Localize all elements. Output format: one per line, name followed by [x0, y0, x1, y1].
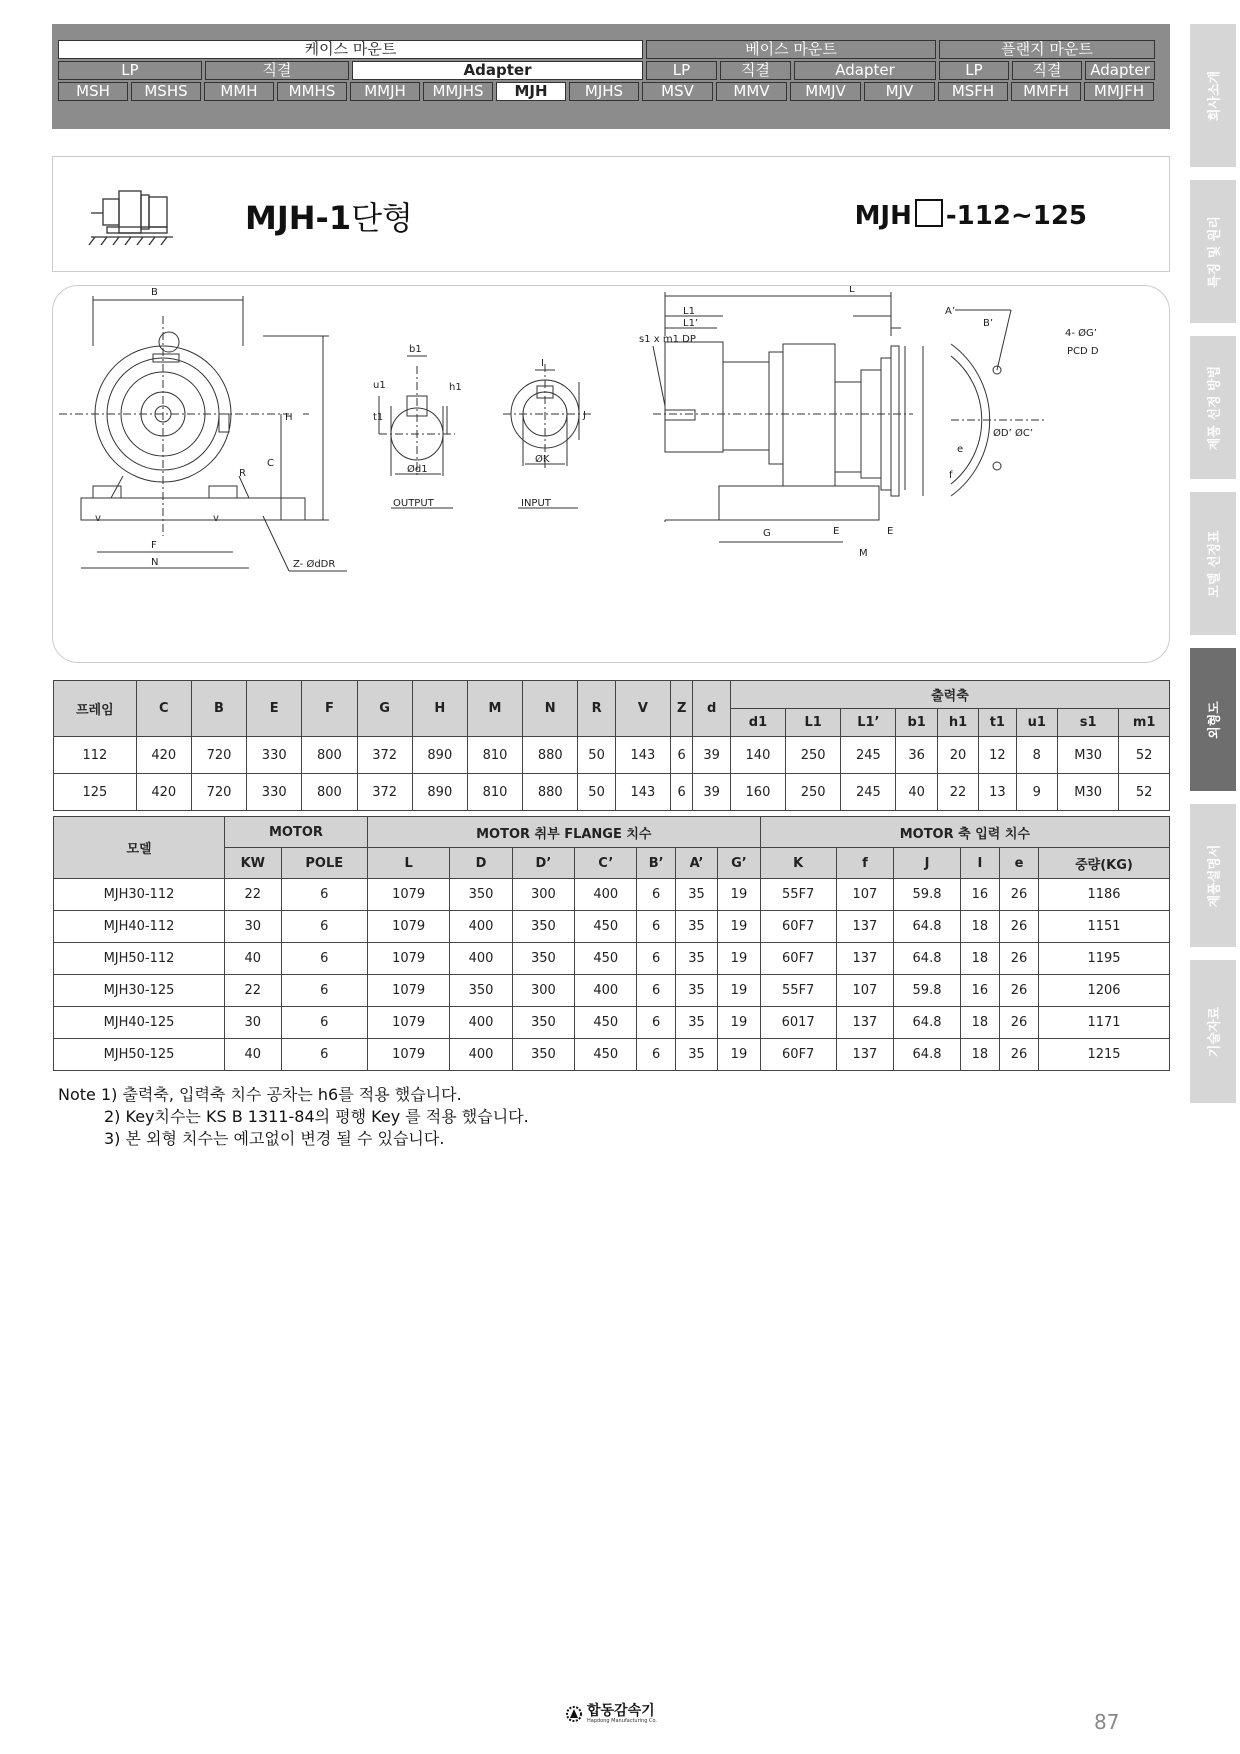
model-dimension-table	[53, 816, 1170, 1071]
table-cell: 720	[191, 774, 246, 811]
dim-label: C	[267, 458, 274, 469]
table-cell: 800	[302, 737, 357, 774]
dim-label: v	[95, 513, 101, 524]
table-cell: 64.8	[894, 911, 961, 943]
table-cell: 300	[512, 879, 574, 911]
dim-label: R	[239, 468, 246, 479]
col-header: h1	[937, 709, 978, 737]
table-cell: 55F7	[760, 879, 836, 911]
col-header: d1	[730, 709, 785, 737]
table-cell: 6	[281, 975, 367, 1007]
table-cell: 800	[302, 774, 357, 811]
dim-label: E	[833, 526, 840, 537]
table-cell: 143	[615, 774, 670, 811]
dim-label: A’	[945, 306, 956, 317]
company-name-en: Hapdong Manufacturing Co.	[587, 1718, 658, 1724]
nav-model[interactable]: MMJV	[790, 82, 861, 101]
table-cell: 6	[671, 737, 693, 774]
table-cell: 1079	[367, 1039, 449, 1071]
table-cell: 52	[1119, 737, 1170, 774]
col-header: e	[999, 848, 1038, 879]
nav-type-lp-3[interactable]: LP	[939, 61, 1009, 80]
dim-label: PCD D	[1067, 346, 1099, 357]
col-header: B	[191, 681, 246, 737]
gear-logo-icon	[565, 1705, 583, 1723]
table-cell: 35	[675, 911, 717, 943]
table-cell: 880	[523, 737, 578, 774]
notes	[58, 1084, 529, 1150]
table-cell: 19	[718, 879, 761, 911]
table-cell: 19	[718, 1039, 761, 1071]
table-cell: 245	[841, 737, 896, 774]
table-cell: 13	[979, 774, 1017, 811]
table-cell: MJH40-125	[54, 1007, 225, 1039]
table-cell: 6	[671, 774, 693, 811]
table-cell: 22	[225, 879, 282, 911]
sidetab-features[interactable]: 특징 및 원리	[1190, 180, 1236, 323]
table-cell: 59.8	[894, 975, 961, 1007]
table-cell: 19	[718, 975, 761, 1007]
nav-model[interactable]: MMV	[716, 82, 787, 101]
table-cell: 35	[675, 879, 717, 911]
group-header: MOTOR	[225, 817, 368, 848]
table-cell: 18	[960, 1007, 999, 1039]
table-cell: 400	[450, 943, 512, 975]
table-cell: 245	[841, 774, 896, 811]
dim-label: f	[949, 470, 953, 481]
table-cell: 372	[357, 774, 412, 811]
table-row	[54, 1039, 1170, 1071]
nav-type-lp-2[interactable]: LP	[646, 61, 717, 80]
nav-model-active[interactable]: MJH	[496, 82, 566, 101]
table-cell: 1079	[367, 943, 449, 975]
table-cell: 1195	[1039, 943, 1170, 975]
dim-label: L1	[683, 306, 695, 317]
nav-row-type	[58, 61, 1162, 80]
group-header: 출력축	[730, 681, 1169, 709]
table-cell: 350	[450, 879, 512, 911]
nav-model[interactable]: MJHS	[569, 82, 639, 101]
table-row	[54, 879, 1170, 911]
reducer-thumbnail-icon	[83, 183, 179, 247]
table-cell: MJH50-112	[54, 943, 225, 975]
table-cell: 720	[191, 737, 246, 774]
dim-label: N	[151, 557, 159, 568]
nav-row-mount	[58, 40, 1162, 59]
group-header: MOTOR 축 입력 치수	[760, 817, 1169, 848]
table-cell: 450	[575, 1039, 637, 1071]
page-number: 87	[1094, 1710, 1120, 1734]
table-row	[54, 943, 1170, 975]
table-cell: MJH50-125	[54, 1039, 225, 1071]
table-cell: 16	[960, 975, 999, 1007]
nav-type-direct-1[interactable]: 직결	[205, 61, 349, 80]
nav-type-adapter-2[interactable]: Adapter	[794, 61, 936, 80]
nav-type-lp-1[interactable]: LP	[58, 61, 202, 80]
nav-model[interactable]: MMJFH	[1084, 82, 1154, 101]
table-cell: 1206	[1039, 975, 1170, 1007]
nav-flange-mount[interactable]: 플랜지 마운트	[939, 40, 1155, 59]
table-cell: 18	[960, 943, 999, 975]
table-cell: 8	[1016, 737, 1057, 774]
table-cell: 6	[637, 1039, 675, 1071]
table-cell: 6	[281, 1007, 367, 1039]
col-header: A’	[675, 848, 717, 879]
table-cell: 350	[450, 975, 512, 1007]
table-cell: 19	[718, 911, 761, 943]
table-cell: 137	[836, 911, 894, 943]
col-header: L1	[786, 709, 841, 737]
table-cell: 143	[615, 737, 670, 774]
dim-label: G	[763, 528, 771, 539]
table-cell: 1215	[1039, 1039, 1170, 1071]
table-cell: 40	[896, 774, 937, 811]
table-cell: 300	[512, 975, 574, 1007]
sidetab-technical-data[interactable]: 기술자료	[1190, 960, 1236, 1103]
dim-label: L	[849, 286, 855, 295]
nav-type-direct-2[interactable]: 직결	[720, 61, 791, 80]
dim-label: e	[957, 444, 964, 455]
table-cell: 400	[450, 1039, 512, 1071]
col-header: J	[894, 848, 961, 879]
dim-label: ØD’	[993, 428, 1012, 439]
table-cell: 250	[786, 737, 841, 774]
sidetab-selection-method[interactable]: 제품 선정 방법	[1190, 336, 1236, 479]
table-cell: 26	[999, 911, 1038, 943]
table-cell: 64.8	[894, 943, 961, 975]
table-cell: 1079	[367, 1007, 449, 1039]
dim-label: M	[859, 548, 868, 559]
product-title-box	[52, 156, 1170, 272]
table-row	[54, 1007, 1170, 1039]
nav-model[interactable]: MMH	[204, 82, 274, 101]
table-cell: 6	[281, 943, 367, 975]
dim-label: B	[151, 287, 158, 298]
col-header: R	[578, 681, 616, 737]
frame-dimension-table	[53, 680, 1170, 811]
dim-label: ØK	[535, 454, 550, 465]
sidetab-company[interactable]: 회사소개	[1190, 24, 1236, 167]
table-cell: 64.8	[894, 1007, 961, 1039]
table-cell: 125	[54, 774, 137, 811]
nav-type-direct-3[interactable]: 직결	[1012, 61, 1082, 80]
col-header: s1	[1057, 709, 1118, 737]
col-header: POLE	[281, 848, 367, 879]
nav-model[interactable]: MMFH	[1011, 82, 1081, 101]
table-cell: 1079	[367, 975, 449, 1007]
col-header: I	[960, 848, 999, 879]
table-cell: 450	[575, 1007, 637, 1039]
nav-model[interactable]: MSHS	[131, 82, 201, 101]
table-cell: 6	[281, 911, 367, 943]
dim-label: v	[213, 513, 219, 524]
table-cell: 890	[412, 774, 467, 811]
dim-label: s1 x m1 DP	[639, 334, 696, 345]
sidetab-outline-drawing[interactable]: 외형도	[1190, 648, 1236, 791]
dim-label: t1	[373, 412, 384, 423]
table-cell: 6	[281, 879, 367, 911]
table-cell: 6	[637, 975, 675, 1007]
col-header: d	[693, 681, 731, 737]
table-cell: 50	[578, 737, 616, 774]
table-cell: 6	[637, 1007, 675, 1039]
table-row	[54, 911, 1170, 943]
dim-label: J	[583, 410, 586, 421]
col-header: 중량(KG)	[1039, 848, 1170, 879]
col-header: N	[523, 681, 578, 737]
table-cell: 12	[979, 737, 1017, 774]
table-cell: 107	[836, 879, 894, 911]
sidetab-manual[interactable]: 제품설명서	[1190, 804, 1236, 947]
note-line: 3) 본 외형 치수는 예고없이 변경 될 수 있습니다.	[104, 1129, 445, 1148]
table-cell: 6	[637, 879, 675, 911]
table-cell: 60F7	[760, 911, 836, 943]
note-line: Note 1) 출력축, 입력축 치수 공차는 h6를 적용 했습니다.	[58, 1085, 462, 1104]
col-header: Z	[671, 681, 693, 737]
table-cell: 16	[960, 879, 999, 911]
table-cell: 350	[512, 911, 574, 943]
table-cell: 137	[836, 1007, 894, 1039]
table-cell: 1151	[1039, 911, 1170, 943]
table-cell: 26	[999, 1039, 1038, 1071]
dim-label: E	[887, 526, 894, 537]
dim-label: H	[285, 412, 293, 423]
dim-label: L1’	[683, 318, 699, 329]
col-header: t1	[979, 709, 1017, 737]
table-row	[54, 737, 1170, 774]
dim-label: OUTPUT	[393, 498, 434, 509]
table-cell: 18	[960, 911, 999, 943]
table-cell: 400	[575, 879, 637, 911]
table-cell: 890	[412, 737, 467, 774]
table-cell: 810	[467, 737, 522, 774]
table-cell: 6	[637, 943, 675, 975]
table-cell: 30	[225, 911, 282, 943]
col-header: D’	[512, 848, 574, 879]
table-cell: 40	[225, 1039, 282, 1071]
table-cell: 400	[450, 1007, 512, 1039]
table-cell: 18	[960, 1039, 999, 1071]
table-cell: 137	[836, 943, 894, 975]
col-header: m1	[1119, 709, 1170, 737]
table-row	[54, 975, 1170, 1007]
table-row	[54, 774, 1170, 811]
col-header: F	[302, 681, 357, 737]
dim-label: Ød1	[407, 464, 428, 475]
dimension-drawing	[52, 285, 1170, 663]
nav-case-mount[interactable]: 케이스 마운트	[58, 40, 643, 59]
table-cell: MJH40-112	[54, 911, 225, 943]
table-cell: 60F7	[760, 1039, 836, 1071]
table-cell: 26	[999, 1007, 1038, 1039]
table-cell: 55F7	[760, 975, 836, 1007]
col-header: K	[760, 848, 836, 879]
table-cell: 60F7	[760, 943, 836, 975]
table-cell: 26	[999, 943, 1038, 975]
table-cell: 52	[1119, 774, 1170, 811]
table-cell: 36	[896, 737, 937, 774]
table-cell: 26	[999, 975, 1038, 1007]
table-cell: 39	[693, 774, 731, 811]
series-navigation	[52, 24, 1170, 129]
table-cell: 19	[718, 1007, 761, 1039]
table-cell: 330	[247, 774, 302, 811]
nav-type-adapter-1[interactable]: Adapter	[352, 61, 643, 80]
col-header: f	[836, 848, 894, 879]
table-cell: 64.8	[894, 1039, 961, 1071]
dim-label: 4- ØG’	[1065, 328, 1097, 339]
nav-model[interactable]: MMJH	[350, 82, 420, 101]
sidetab-model-selection[interactable]: 모델 선정표	[1190, 492, 1236, 635]
col-header: u1	[1016, 709, 1057, 737]
dim-label: h1	[449, 382, 462, 393]
table-cell: 6	[281, 1039, 367, 1071]
table-cell: 330	[247, 737, 302, 774]
nav-model[interactable]: MMHS	[277, 82, 347, 101]
table-cell: 107	[836, 975, 894, 1007]
dim-label: u1	[373, 380, 386, 391]
table-cell: 20	[937, 737, 978, 774]
table-cell: 160	[730, 774, 785, 811]
table-cell: 50	[578, 774, 616, 811]
table-cell: 1171	[1039, 1007, 1170, 1039]
col-header: H	[412, 681, 467, 737]
technical-drawing-svg	[53, 286, 1169, 662]
table-cell: 810	[467, 774, 522, 811]
table-cell: 40	[225, 943, 282, 975]
dim-label: b1	[409, 344, 422, 355]
col-header: V	[615, 681, 670, 737]
nav-model[interactable]: MSH	[58, 82, 128, 101]
dim-label: F	[151, 540, 157, 551]
table-cell: 35	[675, 975, 717, 1007]
col-header: E	[247, 681, 302, 737]
col-header: L	[367, 848, 449, 879]
company-logo	[565, 1704, 657, 1724]
table-cell: 19	[718, 943, 761, 975]
col-header: L1’	[841, 709, 896, 737]
table-cell: 39	[693, 737, 731, 774]
nav-model[interactable]: MJV	[864, 82, 935, 101]
nav-model[interactable]: MSFH	[938, 82, 1008, 101]
table-cell: 137	[836, 1039, 894, 1071]
table-cell: 112	[54, 737, 137, 774]
table-cell: 450	[575, 911, 637, 943]
table-cell: 880	[523, 774, 578, 811]
table-cell: 420	[136, 774, 191, 811]
table-cell: 450	[575, 943, 637, 975]
table-cell: 350	[512, 943, 574, 975]
dim-label: ØC’	[1015, 428, 1034, 439]
table-cell: 9	[1016, 774, 1057, 811]
table-cell: M30	[1057, 774, 1118, 811]
dim-label: I	[541, 358, 544, 369]
dim-label: Z- ØdDR	[293, 559, 336, 570]
table-cell: 30	[225, 1007, 282, 1039]
table-cell: 372	[357, 737, 412, 774]
table-cell: MJH30-112	[54, 879, 225, 911]
col-header: C’	[575, 848, 637, 879]
nav-model[interactable]: MMJHS	[423, 82, 493, 101]
table-cell: 35	[675, 1039, 717, 1071]
table-cell: 140	[730, 737, 785, 774]
table-cell: 400	[450, 911, 512, 943]
col-header: D	[450, 848, 512, 879]
col-header: 모델	[54, 817, 225, 879]
table-cell: 1186	[1039, 879, 1170, 911]
table-cell: 35	[675, 1007, 717, 1039]
placeholder-box-icon	[915, 199, 943, 227]
nav-model[interactable]: MSV	[642, 82, 713, 101]
company-name: 합동감속기	[587, 1703, 655, 1719]
page-title: MJH-1단형	[245, 199, 413, 237]
table-cell: 22	[225, 975, 282, 1007]
table-cell: 400	[575, 975, 637, 1007]
table-cell: MJH30-125	[54, 975, 225, 1007]
col-header: G	[357, 681, 412, 737]
table-cell: 22	[937, 774, 978, 811]
dim-label: INPUT	[521, 498, 551, 509]
group-header: MOTOR 취부 FLANGE 치수	[367, 817, 760, 848]
nav-type-adapter-3[interactable]: Adapter	[1085, 61, 1155, 80]
table-cell: 420	[136, 737, 191, 774]
table-cell: 26	[999, 879, 1038, 911]
table-cell: 59.8	[894, 879, 961, 911]
col-header: KW	[225, 848, 282, 879]
table-cell: 350	[512, 1007, 574, 1039]
nav-row-model	[58, 82, 1162, 101]
col-header: M	[467, 681, 522, 737]
table-cell: 1079	[367, 911, 449, 943]
table-cell: 6	[637, 911, 675, 943]
table-cell: 35	[675, 943, 717, 975]
table-cell: 1079	[367, 879, 449, 911]
table-cell: 350	[512, 1039, 574, 1071]
nav-base-mount[interactable]: 베이스 마운트	[646, 40, 936, 59]
model-range-title: MJH -112~125	[854, 201, 1087, 231]
col-header: B’	[637, 848, 675, 879]
note-line: 2) Key치수는 KS B 1311-84의 평행 Key 를 적용 했습니다.	[104, 1107, 529, 1126]
col-header: b1	[896, 709, 937, 737]
table-cell: M30	[1057, 737, 1118, 774]
dim-label: B’	[983, 318, 994, 329]
table-cell: 250	[786, 774, 841, 811]
table-cell: 6017	[760, 1007, 836, 1039]
col-header: 프레임	[54, 681, 137, 737]
col-header: G’	[718, 848, 761, 879]
col-header: C	[136, 681, 191, 737]
